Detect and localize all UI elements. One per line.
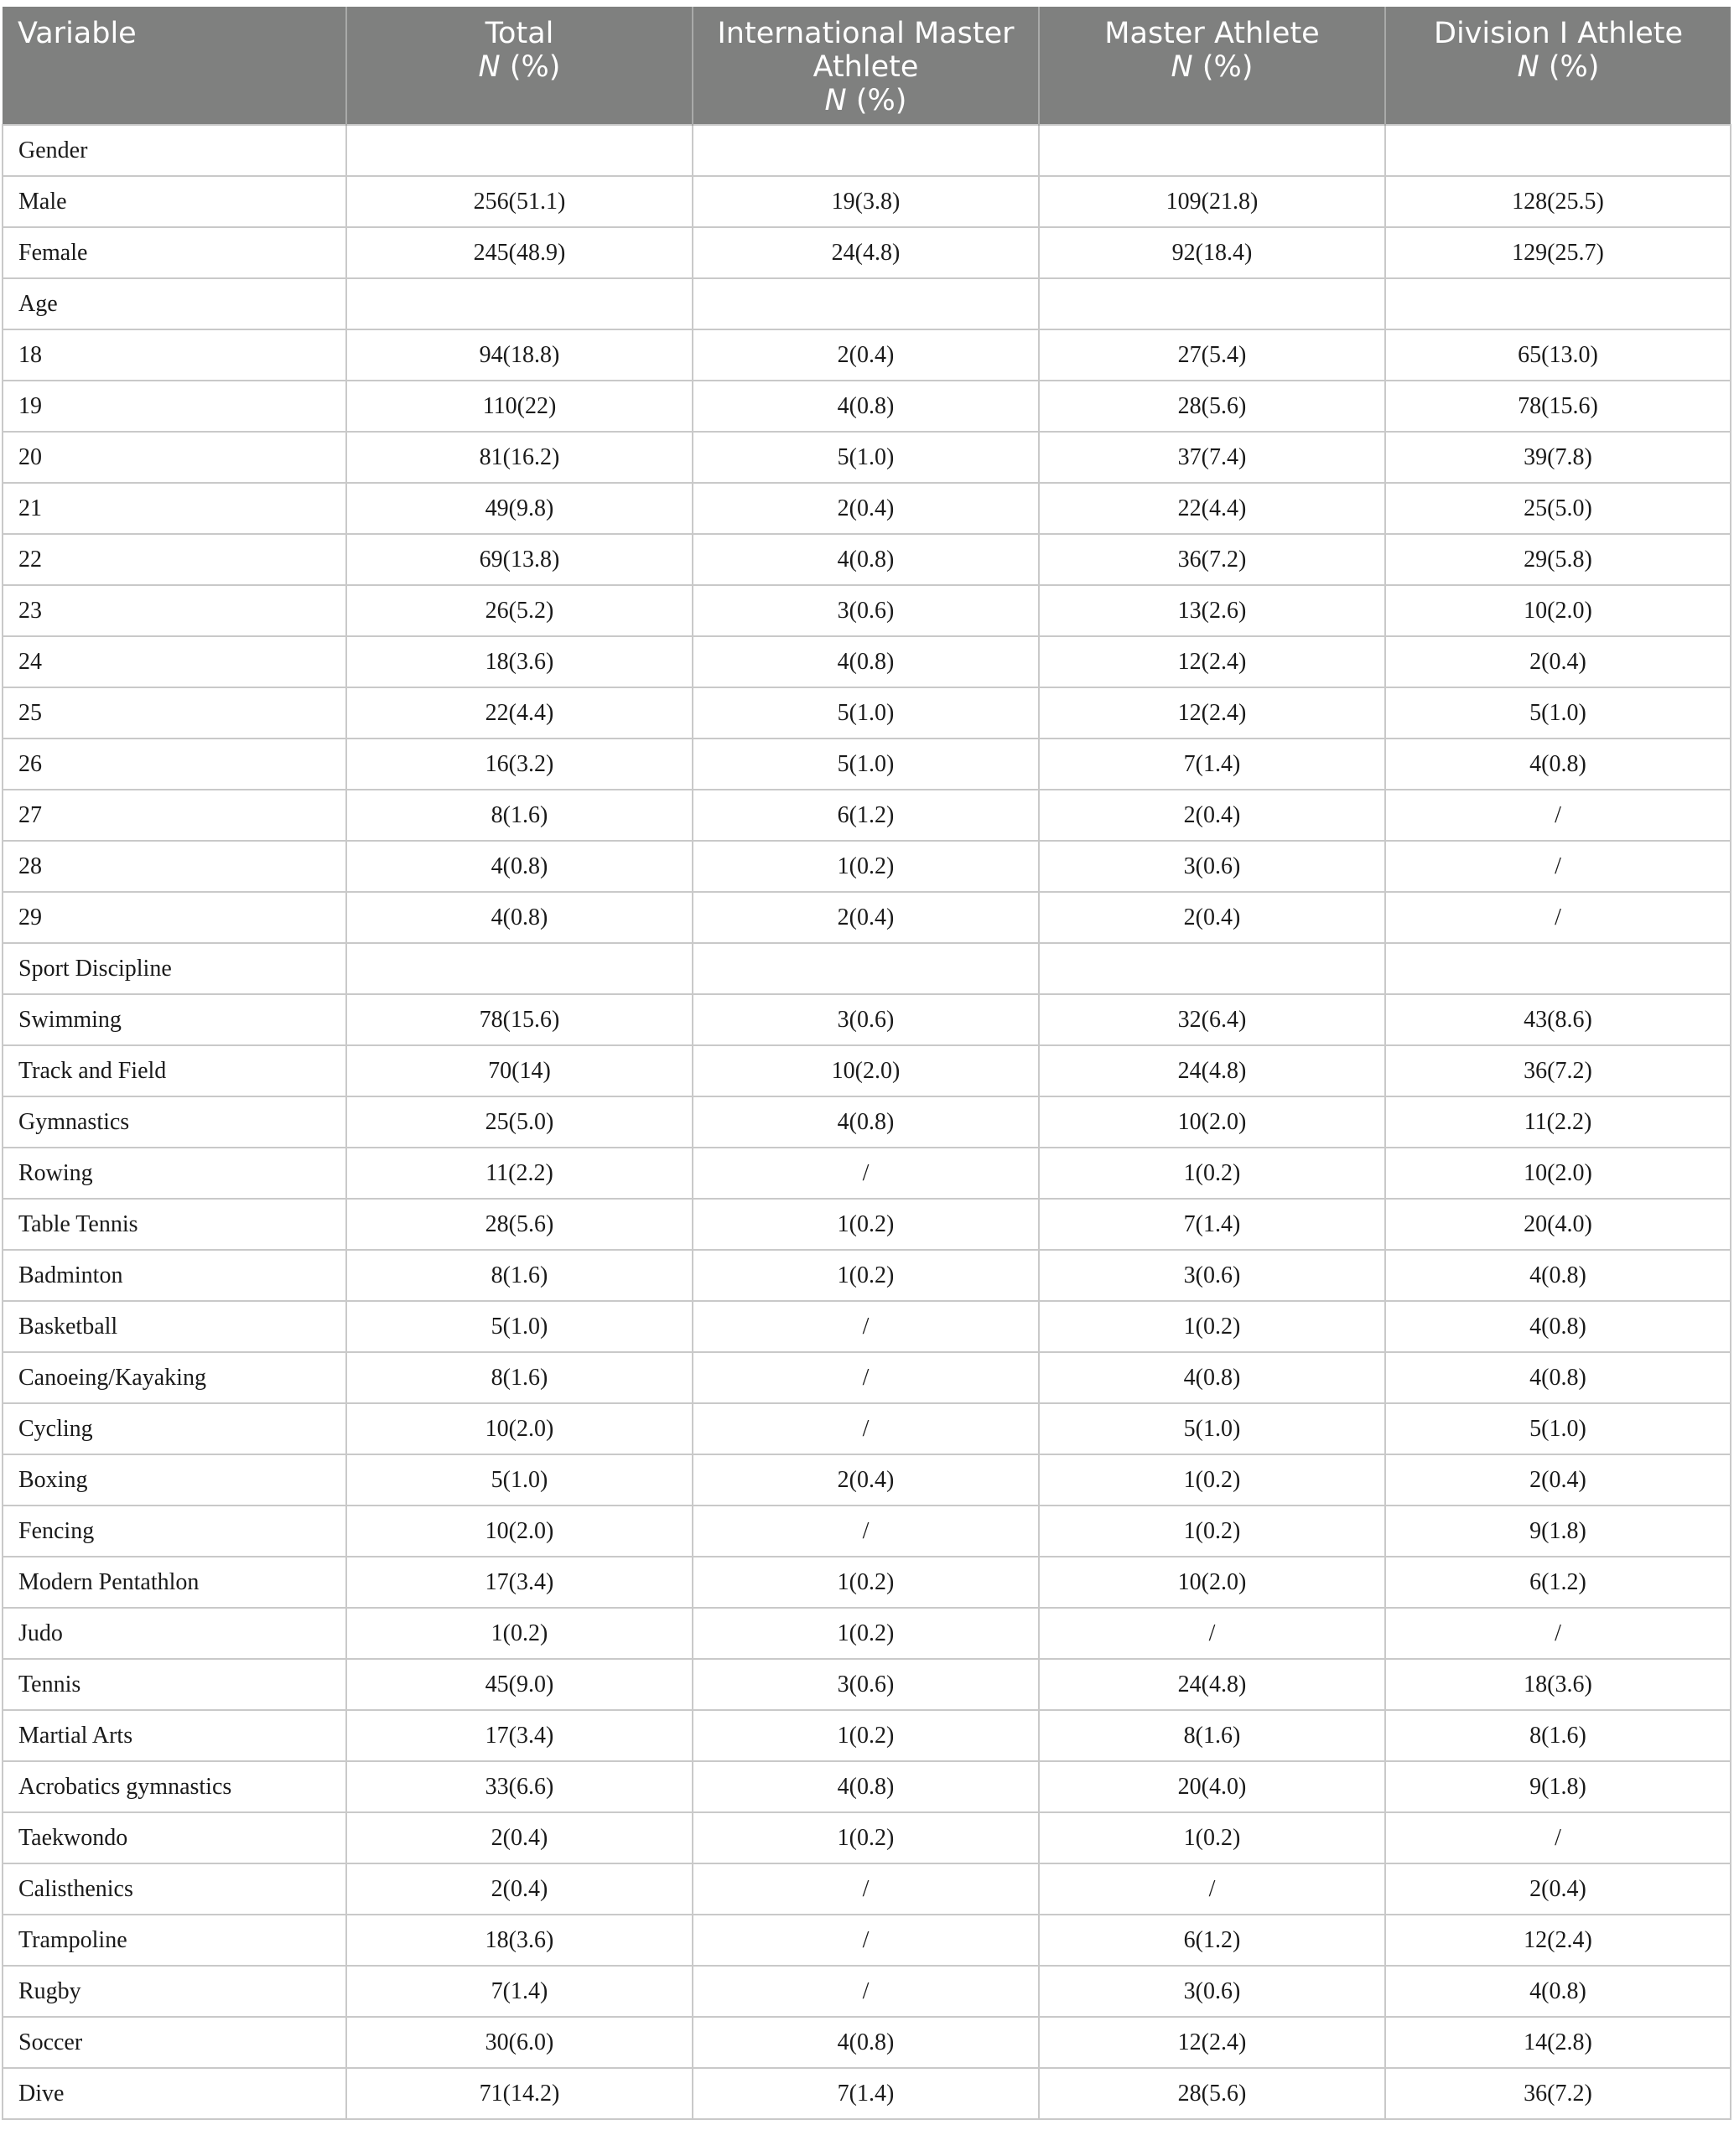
row-label-cell: Track and Field	[3, 1045, 346, 1096]
row-label-cell: Martial Arts	[3, 1710, 346, 1761]
table-row	[3, 1863, 1731, 1915]
value-cell	[346, 943, 693, 994]
section-row	[3, 278, 1731, 329]
table-row	[3, 1403, 1731, 1454]
value-cell: /	[693, 1148, 1039, 1199]
row-label-cell: Gender	[3, 125, 346, 176]
value-cell: 1(0.2)	[693, 1710, 1039, 1761]
value-cell: 70(14)	[346, 1045, 693, 1096]
value-cell: 10(2.0)	[1385, 1148, 1731, 1199]
value-cell: 1(0.2)	[1039, 1454, 1385, 1506]
value-cell: 78(15.6)	[346, 994, 693, 1045]
value-cell: 94(18.8)	[346, 329, 693, 381]
value-cell: 245(48.9)	[346, 227, 693, 278]
value-cell	[1039, 125, 1385, 176]
column-header-title: International Master Athlete	[717, 17, 1015, 84]
value-cell: /	[1385, 841, 1731, 892]
value-cell: 10(2.0)	[1039, 1096, 1385, 1148]
value-cell: 22(4.4)	[1039, 483, 1385, 534]
row-label-cell: Cycling	[3, 1403, 346, 1454]
value-cell	[693, 278, 1039, 329]
value-cell: 6(1.2)	[1039, 1915, 1385, 1966]
value-cell: 12(2.4)	[1039, 636, 1385, 687]
value-cell: 8(1.6)	[1039, 1710, 1385, 1761]
value-cell: 17(3.4)	[346, 1557, 693, 1608]
value-cell: 10(2.0)	[1039, 1557, 1385, 1608]
value-cell: 4(0.8)	[346, 841, 693, 892]
demographics-table	[2, 7, 1731, 2120]
row-label-cell: 29	[3, 892, 346, 943]
table-row	[3, 1710, 1731, 1761]
value-cell: 16(3.2)	[346, 739, 693, 790]
value-cell: 24(4.8)	[693, 227, 1039, 278]
row-label-cell: Rowing	[3, 1148, 346, 1199]
table-row	[3, 739, 1731, 790]
row-label-cell: 18	[3, 329, 346, 381]
table-row	[3, 2017, 1731, 2068]
value-cell: 20(4.0)	[1385, 1199, 1731, 1250]
value-cell: 10(2.0)	[346, 1506, 693, 1557]
value-cell: 65(13.0)	[1385, 329, 1731, 381]
value-cell: 78(15.6)	[1385, 381, 1731, 432]
value-cell: /	[1385, 790, 1731, 841]
value-cell: /	[693, 1506, 1039, 1557]
value-cell: 12(2.4)	[1039, 2017, 1385, 2068]
value-cell: 4(0.8)	[693, 534, 1039, 585]
value-cell: 1(0.2)	[693, 1557, 1039, 1608]
value-cell: 7(1.4)	[693, 2068, 1039, 2119]
value-cell: 28(5.6)	[346, 1199, 693, 1250]
value-cell: 2(0.4)	[1039, 790, 1385, 841]
value-cell: 1(0.2)	[1039, 1812, 1385, 1863]
value-cell: 81(16.2)	[346, 432, 693, 483]
row-label-cell: 26	[3, 739, 346, 790]
table-row	[3, 227, 1731, 278]
value-cell: 3(0.6)	[693, 994, 1039, 1045]
value-cell: 128(25.5)	[1385, 176, 1731, 227]
value-cell: 25(5.0)	[1385, 483, 1731, 534]
row-label-cell: Taekwondo	[3, 1812, 346, 1863]
value-cell: /	[1039, 1863, 1385, 1915]
value-cell: 36(7.2)	[1039, 534, 1385, 585]
row-label-cell: Trampoline	[3, 1915, 346, 1966]
table-row	[3, 1915, 1731, 1966]
table-row	[3, 1096, 1731, 1148]
row-label-cell: Calisthenics	[3, 1863, 346, 1915]
row-label-cell: Female	[3, 227, 346, 278]
value-cell: 37(7.4)	[1039, 432, 1385, 483]
row-label-cell: 21	[3, 483, 346, 534]
table-row	[3, 1454, 1731, 1506]
value-cell: 4(0.8)	[1385, 1301, 1731, 1352]
value-cell: 4(0.8)	[1385, 1250, 1731, 1301]
column-header-title: Total	[485, 17, 554, 50]
value-cell	[346, 278, 693, 329]
value-cell: 11(2.2)	[1385, 1096, 1731, 1148]
value-cell: 1(0.2)	[693, 1199, 1039, 1250]
value-cell: 28(5.6)	[1039, 2068, 1385, 2119]
row-label-cell: Boxing	[3, 1454, 346, 1506]
value-cell: 1(0.2)	[693, 1608, 1039, 1659]
value-cell: 9(1.8)	[1385, 1506, 1731, 1557]
column-header-title: Variable	[18, 17, 137, 50]
row-label-cell: Gymnastics	[3, 1096, 346, 1148]
table-row	[3, 1250, 1731, 1301]
table-row	[3, 1812, 1731, 1863]
value-cell: 33(6.6)	[346, 1761, 693, 1812]
value-cell: 36(7.2)	[1385, 1045, 1731, 1096]
column-header-subtitle: N (%)	[824, 84, 907, 117]
value-cell: 5(1.0)	[1039, 1403, 1385, 1454]
value-cell: 4(0.8)	[1385, 739, 1731, 790]
row-label-cell: 27	[3, 790, 346, 841]
row-label-cell: 28	[3, 841, 346, 892]
value-cell: 4(0.8)	[693, 1096, 1039, 1148]
column-header-title: Division I Athlete	[1434, 17, 1683, 50]
value-cell	[693, 125, 1039, 176]
value-cell: 1(0.2)	[693, 1812, 1039, 1863]
table-row	[3, 2068, 1731, 2119]
table-header	[3, 7, 1731, 125]
value-cell: 12(2.4)	[1039, 687, 1385, 739]
value-cell: 1(0.2)	[1039, 1148, 1385, 1199]
value-cell: 5(1.0)	[693, 687, 1039, 739]
value-cell: 2(0.4)	[1385, 636, 1731, 687]
value-cell: 3(0.6)	[693, 585, 1039, 636]
value-cell: 5(1.0)	[693, 739, 1039, 790]
value-cell	[1039, 278, 1385, 329]
value-cell: 26(5.2)	[346, 585, 693, 636]
value-cell: 2(0.4)	[693, 329, 1039, 381]
value-cell: /	[693, 1915, 1039, 1966]
value-cell: 1(0.2)	[1039, 1506, 1385, 1557]
value-cell: 8(1.6)	[346, 1250, 693, 1301]
value-cell: 92(18.4)	[1039, 227, 1385, 278]
value-cell: 2(0.4)	[1385, 1863, 1731, 1915]
table-row	[3, 687, 1731, 739]
value-cell: 10(2.0)	[1385, 585, 1731, 636]
value-cell: 4(0.8)	[693, 636, 1039, 687]
table-row	[3, 432, 1731, 483]
value-cell: 19(3.8)	[693, 176, 1039, 227]
row-label-cell: 19	[3, 381, 346, 432]
table-row	[3, 1557, 1731, 1608]
row-label-cell: Male	[3, 176, 346, 227]
column-header	[1385, 7, 1731, 125]
table-row	[3, 381, 1731, 432]
column-header	[346, 7, 693, 125]
value-cell: 3(0.6)	[693, 1659, 1039, 1710]
value-cell: 36(7.2)	[1385, 2068, 1731, 2119]
value-cell: 2(0.4)	[1039, 892, 1385, 943]
value-cell: 109(21.8)	[1039, 176, 1385, 227]
value-cell: 3(0.6)	[1039, 841, 1385, 892]
value-cell: 1(0.2)	[1039, 1301, 1385, 1352]
row-label-cell: Canoeing/Kayaking	[3, 1352, 346, 1403]
value-cell: 43(8.6)	[1385, 994, 1731, 1045]
table-row	[3, 1659, 1731, 1710]
table-row	[3, 329, 1731, 381]
row-label-cell: Acrobatics gymnastics	[3, 1761, 346, 1812]
value-cell: 12(2.4)	[1385, 1915, 1731, 1966]
table-row	[3, 994, 1731, 1045]
column-header	[1039, 7, 1385, 125]
value-cell: 4(0.8)	[346, 892, 693, 943]
value-cell: 4(0.8)	[1039, 1352, 1385, 1403]
row-label-cell: Modern Pentathlon	[3, 1557, 346, 1608]
value-cell: 24(4.8)	[1039, 1659, 1385, 1710]
value-cell	[1385, 278, 1731, 329]
table-row	[3, 1301, 1731, 1352]
value-cell: /	[1385, 1812, 1731, 1863]
value-cell: /	[1385, 892, 1731, 943]
value-cell: 2(0.4)	[693, 1454, 1039, 1506]
table-row	[3, 1608, 1731, 1659]
value-cell: 39(7.8)	[1385, 432, 1731, 483]
value-cell	[1039, 943, 1385, 994]
section-row	[3, 125, 1731, 176]
value-cell: 29(5.8)	[1385, 534, 1731, 585]
column-header	[693, 7, 1039, 125]
column-header-title: Master Athlete	[1104, 17, 1320, 50]
value-cell: 1(0.2)	[346, 1608, 693, 1659]
value-cell: 8(1.6)	[346, 1352, 693, 1403]
value-cell	[693, 943, 1039, 994]
value-cell: 20(4.0)	[1039, 1761, 1385, 1812]
value-cell: /	[693, 1863, 1039, 1915]
table-row	[3, 892, 1731, 943]
value-cell: 10(2.0)	[693, 1045, 1039, 1096]
table-row	[3, 790, 1731, 841]
value-cell: 5(1.0)	[693, 432, 1039, 483]
column-header-subtitle: N (%)	[1517, 50, 1600, 84]
value-cell: /	[693, 1301, 1039, 1352]
table-body	[3, 125, 1731, 2119]
row-label-cell: 24	[3, 636, 346, 687]
value-cell: 30(6.0)	[346, 2017, 693, 2068]
table-row	[3, 1966, 1731, 2017]
value-cell: 11(2.2)	[346, 1148, 693, 1199]
value-cell: 10(2.0)	[346, 1403, 693, 1454]
table-row	[3, 585, 1731, 636]
value-cell: 4(0.8)	[693, 2017, 1039, 2068]
value-cell: 22(4.4)	[346, 687, 693, 739]
table-row	[3, 636, 1731, 687]
value-cell: /	[693, 1966, 1039, 2017]
row-label-cell: Rugby	[3, 1966, 346, 2017]
value-cell: 45(9.0)	[346, 1659, 693, 1710]
row-label-cell: Soccer	[3, 2017, 346, 2068]
value-cell: /	[1039, 1608, 1385, 1659]
value-cell: 28(5.6)	[1039, 381, 1385, 432]
value-cell: 3(0.6)	[1039, 1250, 1385, 1301]
value-cell: 7(1.4)	[1039, 739, 1385, 790]
column-header	[3, 7, 346, 125]
value-cell: 8(1.6)	[1385, 1710, 1731, 1761]
value-cell: 7(1.4)	[346, 1966, 693, 2017]
value-cell: 13(2.6)	[1039, 585, 1385, 636]
value-cell: 5(1.0)	[346, 1301, 693, 1352]
value-cell: 14(2.8)	[1385, 2017, 1731, 2068]
value-cell: /	[693, 1352, 1039, 1403]
table-row	[3, 483, 1731, 534]
value-cell: 25(5.0)	[346, 1096, 693, 1148]
row-label-cell: Badminton	[3, 1250, 346, 1301]
value-cell: 6(1.2)	[693, 790, 1039, 841]
row-label-cell: Basketball	[3, 1301, 346, 1352]
value-cell: 129(25.7)	[1385, 227, 1731, 278]
value-cell: 24(4.8)	[1039, 1045, 1385, 1096]
value-cell: 2(0.4)	[693, 483, 1039, 534]
column-header-subtitle: N (%)	[478, 50, 561, 84]
value-cell: 2(0.4)	[693, 892, 1039, 943]
table-row	[3, 1148, 1731, 1199]
value-cell: 4(0.8)	[693, 381, 1039, 432]
value-cell: 18(3.6)	[346, 636, 693, 687]
table-row	[3, 1761, 1731, 1812]
row-label-cell: Age	[3, 278, 346, 329]
row-label-cell: Dive	[3, 2068, 346, 2119]
value-cell: 9(1.8)	[1385, 1761, 1731, 1812]
header-row	[3, 7, 1731, 125]
value-cell: 5(1.0)	[1385, 1403, 1731, 1454]
value-cell: 8(1.6)	[346, 790, 693, 841]
value-cell: 2(0.4)	[346, 1812, 693, 1863]
value-cell: 7(1.4)	[1039, 1199, 1385, 1250]
value-cell: 2(0.4)	[346, 1863, 693, 1915]
value-cell: 69(13.8)	[346, 534, 693, 585]
row-label-cell: Table Tennis	[3, 1199, 346, 1250]
value-cell: 32(6.4)	[1039, 994, 1385, 1045]
value-cell: 18(3.6)	[1385, 1659, 1731, 1710]
value-cell: 256(51.1)	[346, 176, 693, 227]
value-cell	[1385, 943, 1731, 994]
value-cell: 71(14.2)	[346, 2068, 693, 2119]
value-cell: 5(1.0)	[1385, 687, 1731, 739]
row-label-cell: Sport Discipline	[3, 943, 346, 994]
value-cell: 17(3.4)	[346, 1710, 693, 1761]
table-row	[3, 1045, 1731, 1096]
value-cell: 3(0.6)	[1039, 1966, 1385, 2017]
value-cell: 18(3.6)	[346, 1915, 693, 1966]
row-label-cell: Judo	[3, 1608, 346, 1659]
value-cell: 4(0.8)	[1385, 1966, 1731, 2017]
value-cell: 49(9.8)	[346, 483, 693, 534]
value-cell: 2(0.4)	[1385, 1454, 1731, 1506]
table-row	[3, 1506, 1731, 1557]
row-label-cell: 25	[3, 687, 346, 739]
value-cell	[346, 125, 693, 176]
value-cell: 1(0.2)	[693, 841, 1039, 892]
value-cell: 4(0.8)	[1385, 1352, 1731, 1403]
value-cell: 1(0.2)	[693, 1250, 1039, 1301]
row-label-cell: 20	[3, 432, 346, 483]
value-cell	[1385, 125, 1731, 176]
table-row	[3, 176, 1731, 227]
section-row	[3, 943, 1731, 994]
table-row	[3, 1352, 1731, 1403]
row-label-cell: Tennis	[3, 1659, 346, 1710]
value-cell: /	[1385, 1608, 1731, 1659]
row-label-cell: Fencing	[3, 1506, 346, 1557]
row-label-cell: Swimming	[3, 994, 346, 1045]
value-cell: 110(22)	[346, 381, 693, 432]
value-cell: 5(1.0)	[346, 1454, 693, 1506]
row-label-cell: 23	[3, 585, 346, 636]
table-row	[3, 841, 1731, 892]
value-cell: 6(1.2)	[1385, 1557, 1731, 1608]
table-row	[3, 1199, 1731, 1250]
value-cell: 4(0.8)	[693, 1761, 1039, 1812]
row-label-cell: 22	[3, 534, 346, 585]
column-header-subtitle: N (%)	[1171, 50, 1254, 84]
value-cell: /	[693, 1403, 1039, 1454]
value-cell: 27(5.4)	[1039, 329, 1385, 381]
table-row	[3, 534, 1731, 585]
